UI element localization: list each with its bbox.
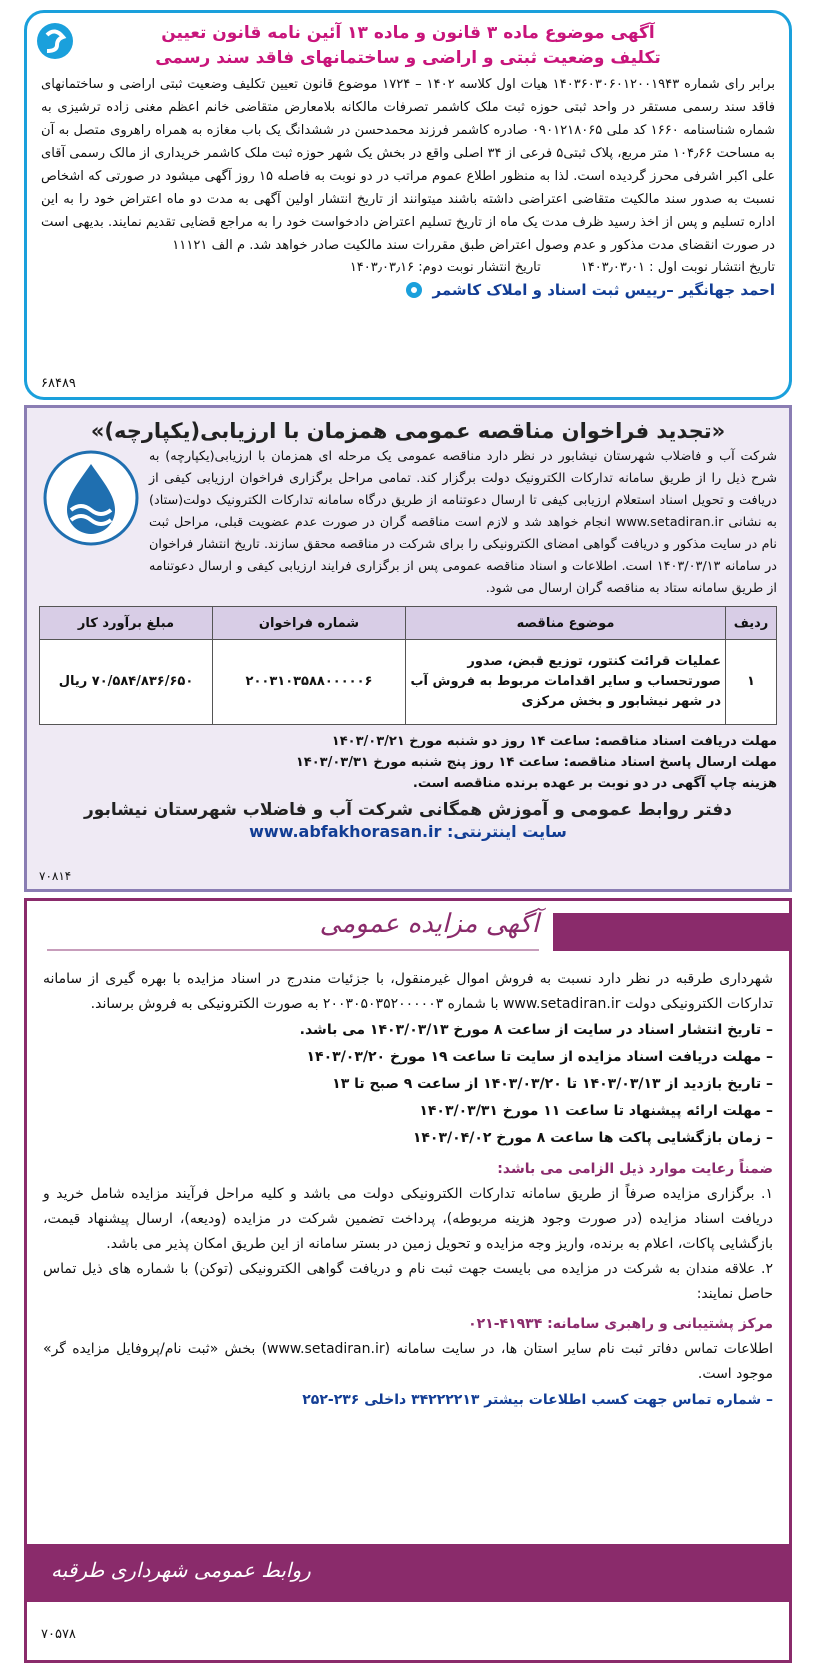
auction-item: – تاریخ انتشار اسناد در سایت از ساعت ۸ مورخ ۱۴۰۳/۰۳/۱۳ می باشد. [299, 1022, 773, 1038]
auction-item: – زمان بازگشایی پاکت ها ساعت ۸ مورخ ۱۴۰۳/۰۴/۰۲ [412, 1130, 773, 1146]
signer-name: احمد جهانگیر –رییس ثبت اسناد و املاک کاشمر [432, 281, 775, 299]
tender-body: شرکت آب و فاضلاب شهرستان نیشابور در نظر دارد مناقصه عمومی یک مرحله ای همزمان با ارزیابی(یکپارچه) به شرح ذیل را از طریق سامانه تدارکات الکترونیک دولت برگزار کند. تمامی مراحل برگزاری فراخوان ارزیابی کیفی از دریافت و تحویل اسناد استعلام ارزیابی کیفی تا ارسال دعوتنامه از طریق درگاه سامانه تدارکات الکترونیک دولت(ستاد) به نشانی www.setadiran.ir انجام خواهد شد و لازم است مناقصه گران در صورت عدم عضویت قبلی، مراحل ثبت نام در سایت مذکور و دریافت گواهی امضای الکترونیکی را برای شرکت در مناقصه محقق سازند. تاریخ انتشار فراخوان در سامانه ۱۴۰۳/۰۳/۱۳ است. اطلاعات و اسناد مناقصه عمومی پس از برگزاری فرایند ارزیابی کیفی و ارسال دعوتنامه از طریق سامانه ستاد به مناقصه گران ارسال می شود. [149, 449, 777, 596]
note-deadline-submit: مهلت ارسال پاسخ اسناد مناقصه: ساعت ۱۴ روز پنج شنبه مورخ ۱۴۰۳/۰۳/۳۱ [295, 755, 777, 770]
publish-date-second: تاریخ انتشار نوبت دوم: ۱۴۰۳٫۰۳٫۱۶ [349, 260, 541, 275]
ad-registry-notice [24, 10, 792, 400]
tender-office: دفتر روابط عمومی و آموزش همگانی شرکت آب و فاضلاب شهرستان نیشابور [84, 800, 732, 820]
auction-item: – مهلت ارائه پیشنهاد تا ساعت ۱۱ مورخ ۱۴۰۳/۰۳/۳۱ [419, 1103, 773, 1119]
website-label: سایت اینترنتی: [446, 822, 567, 841]
auction-header [27, 901, 789, 963]
col-estimate: مبلغ برآورد کار [40, 607, 213, 640]
publish-date-first: تاریخ انتشار نوبت اول : ۱۴۰۳٫۰۳٫۰۱ [580, 260, 775, 275]
cell-estimate: ۷۰/۵۸۴/۸۳۶/۶۵۰ ریال [40, 640, 213, 725]
ad-tender-notice [24, 405, 792, 892]
registry-small-logo-icon [403, 281, 425, 299]
contact-line: – شماره تماس جهت کسب اطلاعات بیشتر ۳۴۲۲۲۲۱۳ داخلی ۲۳۶-۲۵۲ [302, 1392, 773, 1408]
notice-title-line1: آگهی موضوع ماده ۳ قانون و ماده ۱۳ آئین نامه قانون تعیین [161, 23, 655, 43]
tender-table [39, 606, 777, 725]
ad-auction-notice [24, 898, 792, 1663]
notice-title-line2: تکلیف وضعیت ثبتی و اراضی و ساختمانهای فاقد سند رسمی [155, 48, 661, 68]
auction-content [27, 963, 789, 1417]
cell-subject: عملیات قرائت کنتور، توزیع قبض، صدور صورتحساب و سایر اقدامات مربوط به فروش آب در شهر نیشابور و بخش مرکزی [406, 640, 726, 725]
col-subject: موضوع مناقصه [406, 607, 726, 640]
ad-code: ۶۸۴۸۹ [41, 376, 76, 391]
tender-website [39, 822, 777, 841]
cell-row: ۱ [726, 640, 777, 725]
signer [41, 281, 775, 299]
ad-code: ۷۰۵۷۸ [41, 1627, 76, 1642]
table-row [40, 640, 777, 725]
table-header-row [40, 607, 777, 640]
note-print-cost: هزینه چاپ آگهی در دو نوبت بر عهده برنده مناقصه است. [412, 776, 777, 791]
publish-dates [41, 257, 775, 279]
header-accent-bar [553, 913, 789, 951]
water-drop-logo-icon [41, 448, 141, 548]
auction-item: – تاریخ بازدید از ۱۴۰۳/۰۳/۱۳ تا ۱۴۰۳/۰۳/۲۰ از ساعت ۹ صبح تا ۱۳ [332, 1076, 773, 1092]
registry-logo-icon [33, 19, 77, 63]
auction-para-1: ۱. برگزاری مزایده صرفاً از طریق سامانه تدارکات الکترونیکی دولت می باشد و کلیه مراحل فرآیند مزایده شامل خرید و دریافت اسناد مزایده (در صورت وجود هزینه مربوطه)، پرداخت تضمین شرکت در مزایده (ودیعه)، ارسال پیشنهاد قیمت، بازگشایی پاکات، اعلام به برنده، واریز وجه مزایده و تحویل زمین در بستر سامانه از این طریق امکان پذیر می باشد. [43, 1186, 773, 1252]
auction-notice-heading: ضمناً رعایت موارد ذیل الزامی می باشد: [497, 1161, 773, 1177]
cell-call-number: ۲۰۰۳۱۰۳۵۸۸۰۰۰۰۰۶ [213, 640, 406, 725]
col-row: ردیف [726, 607, 777, 640]
note-deadline-receive: مهلت دریافت اسناد مناقصه: ساعت ۱۴ روز دو شنبه مورخ ۱۴۰۳/۰۳/۲۱ [331, 734, 777, 749]
auction-footer-bar [27, 1544, 789, 1602]
tender-notes [39, 731, 777, 794]
auction-para-2: ۲. علاقه مندان به شرکت در مزایده می بایست جهت ثبت نام و دریافت گواهی الکترونیکی (توکن) با شماره های ذیل تماس حاصل نمایند: [43, 1261, 773, 1302]
header-rule [47, 949, 539, 951]
auction-item: – مهلت دریافت اسناد مزایده از سایت تا ساعت ۱۹ مورخ ۱۴۰۳/۰۳/۲۰ [306, 1049, 773, 1065]
auction-title: آگهی مزایده عمومی [319, 909, 539, 939]
website-link[interactable]: www.abfakhorasan.ir [249, 822, 442, 841]
footer-signature: روابط عمومی شهرداری طرقبه [51, 1558, 311, 1582]
support-center: مرکز پشتیبانی و راهبری سامانه: ۴۱۹۳۴-۰۲۱ [468, 1316, 773, 1332]
tender-title: «تجدید فراخوان مناقصه عمومی همزمان با ارزیابی(یکپارچه)» [90, 419, 726, 443]
auction-para-3: اطلاعات تماس دفاتر ثبت نام سایر استان ها، در سایت سامانه (www.setadiran.ir) بخش «ثبت نام/پروفایل مزایده گر» موجود است. [43, 1341, 773, 1382]
col-call-number: شماره فراخوان [213, 607, 406, 640]
notice-body: برابر رای شماره ۱۴۰۳۶۰۳۰۶۰۱۲۰۰۱۹۴۳ هیات اول کلاسه ۱۴۰۲ – ۱۷۲۴ موضوع قانون تعیین تکلیف وضعیت ثبتی اراضی و ساختمانهای فاقد سند رسمی مستقر در واحد ثبتی حوزه ثبت ملک کاشمر تصرفات مالکانه بلامعارض متقاضی خانم اعظم مغنی زاده ترشیزی به شماره شناسنامه ۱۶۶۰ کد ملی ۰۹۰۱۲۱۸۰۶۵ صادره کاشمر فرزند محمدحسن در ششدانگ یک باب مغازه به همراه راهروی متصل به آن به مساحت ۱۰۴٫۶۶ متر مربع، پلاک ثبتی۵ فرعی از ۳۴ اصلی واقع در بخش یک شهر حوزه ثبت ملک کاشمر خریداری از مالک رسمی آقای علی اکبر اشرفی محرز گردیده است. لذا به منظور اطلاع عموم مراتب در دو نوبت به فاصله ۱۵ روز آگهی میشود در صورتی که اشخاص نسبت به صدور سند مالکیت متقاضی اعتراضی داشته باشند میتوانند از تاریخ انتشار اولین آگهی به مدت دو ماه اعتراض خود را به این اداره تسلیم و پس از اخذ رسید ظرف مدت یک ماه از تاریخ تسلیم اعتراض دادخواست خود را به مراجع قضایی تقدیم نمایند. بدیهی است در صورت انقضای مدت مذکور و عدم وصول اعتراض طبق مقررات سند مالکیت صادر خواهد شد. م الف ۱۱۱۲۱ [41, 77, 776, 253]
ad-code: ۷۰۸۱۴ [39, 869, 72, 883]
auction-intro: شهرداری طرقبه در نظر دارد نسبت به فروش اموال غیرمنقول، با جزئیات مندرج در اسناد مزایده با بهره گیری از سامانه تدارکات الکترونیکی دولت www.setadiran.ir با شماره ۲۰۰۳۰۵۰۳۵۲۰۰۰۰۰۳ به صورت الکترونیکی به فروش برساند. [43, 971, 773, 1012]
